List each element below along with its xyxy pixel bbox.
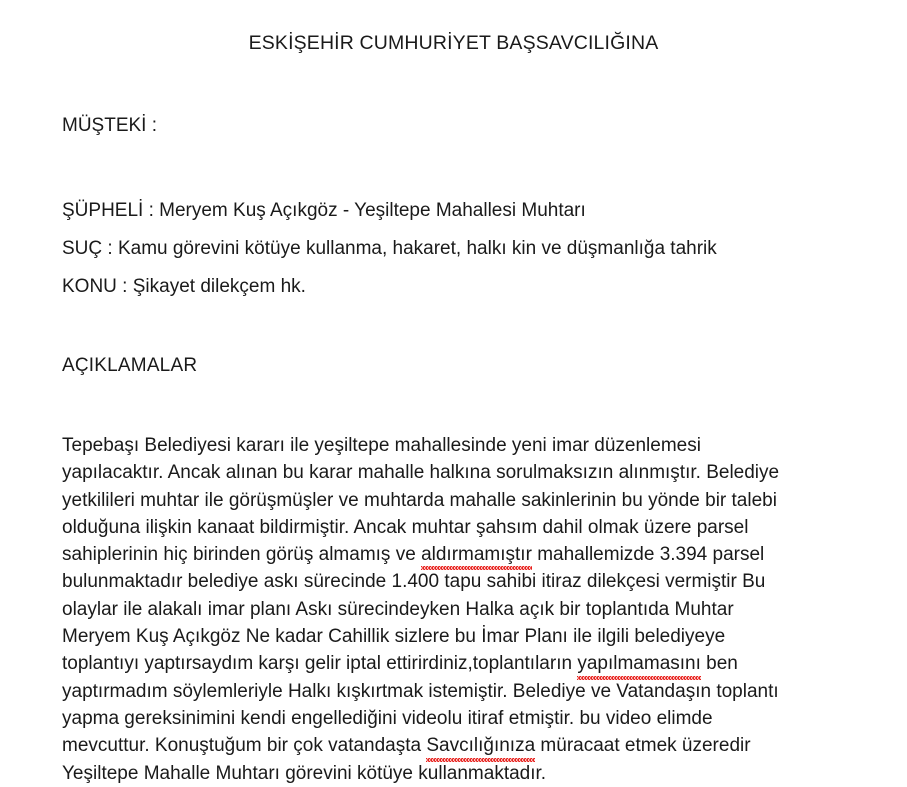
body-text: sahiplerinin hiç birinden görüş almamış ve	[62, 544, 422, 566]
body-line: bulunmaktadır belediye askı sürecinde 1.400 tapu sahibi itiraz dilekçesi vermiştir Bu	[62, 571, 766, 593]
body-line: yetkilileri muhtar ile görüşmüşler ve muhtarda mahalle sakinlerinin bu yönde bir talebi	[62, 489, 777, 511]
body-line: Yeşiltepe Mahalle Muhtarı görevini kötüye kullanmaktadır.	[62, 762, 547, 784]
body-line: olaylar ile alakalı imar planı Askı sürecindeyken Halka açık bir toplantıda Muhtar	[62, 598, 734, 620]
field-suspect: ŞÜPHELİ : Meryem Kuş Açıkgöz - Yeşiltepe Mahallesi Muhtarı	[62, 200, 586, 221]
body-paragraph	[62, 432, 852, 787]
body-text: mevcuttur. Konuştuğum bir çok vatandaşta	[62, 735, 427, 757]
field-group	[62, 192, 717, 306]
body-line: yapma gereksinimini kendi engellediğini videolu itiraf etmiştir. bu video elimde	[62, 707, 713, 729]
body-line: Meryem Kuş Açıkgöz Ne kadar Cahillik sizlere bu İmar Planı ile ilgili belediyeye	[62, 626, 726, 648]
body-line: yaptırmadım söylemleriyle Halkı kışkırtmak istemiştir. Belediye ve Vatandaşın toplantı	[62, 680, 779, 702]
body-text: toplantıyı yaptırsaydım karşı gelir iptal ettirirdiniz,toplantıların	[62, 653, 578, 675]
body-line	[62, 541, 852, 568]
body-line: yapılacaktır. Ancak alınan bu karar mahalle halkına sorulmaksızın alınmıştır. Belediye	[62, 462, 780, 484]
document-title: ESKİŞEHİR CUMHURİYET BAŞSAVCILIĞINA	[248, 32, 659, 54]
spellcheck-underlined-word[interactable]: aldırmamıştır	[421, 541, 532, 568]
body-text: müracaat etmek üzeredir	[535, 735, 751, 757]
body-text: ben	[700, 653, 738, 675]
body-line: Tepebaşı Belediyesi kararı ile yeşiltepe mahallesinde yeni imar düzenlemesi	[62, 435, 701, 456]
body-line: olduğuna ilişkin kanaat bildirmiştir. Ancak muhtar şahsım dahil olmak üzere parsel	[62, 516, 749, 538]
field-crime: SUÇ : Kamu görevini kötüye kullanma, hakaret, halkı kin ve düşmanlığa tahrik	[62, 238, 717, 259]
body-line	[62, 650, 852, 677]
field-complainant: MÜŞTEKİ :	[62, 115, 158, 136]
body-line	[62, 732, 852, 759]
spellcheck-underlined-word[interactable]: yapılmamasını	[577, 650, 701, 677]
section-heading-aciklamalar: AÇIKLAMALAR	[62, 355, 198, 376]
body-text: mahallemizde 3.394 parsel	[531, 544, 765, 566]
spellcheck-underlined-word[interactable]: Savcılığınıza	[426, 732, 535, 759]
field-subject: KONU : Şikayet dilekçem hk.	[62, 276, 306, 297]
